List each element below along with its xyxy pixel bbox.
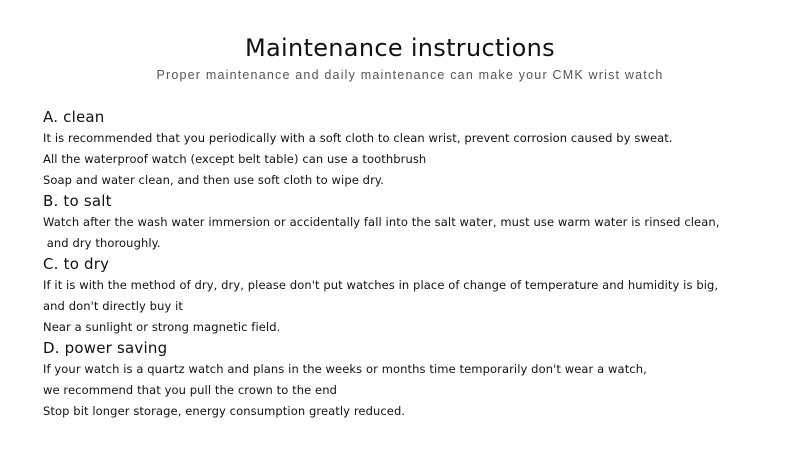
section-line: Watch after the wash water immersion or accidentally fall into the salt water, must use warm water is rinsed clean, bbox=[43, 215, 720, 229]
section-line: we recommend that you pull the crown to the end bbox=[43, 383, 338, 397]
section-line: Near a sunlight or strong magnetic field. bbox=[43, 320, 281, 334]
instructions-body bbox=[43, 107, 783, 422]
section-line: Soap and water clean, and then use soft cloth to wipe dry. bbox=[43, 173, 384, 187]
section-to-salt bbox=[43, 191, 783, 254]
section-power-saving bbox=[43, 338, 783, 422]
page-title: Maintenance instructions bbox=[245, 34, 555, 62]
section-line: It is recommended that you periodically with a soft cloth to clean wrist, prevent corrosion caused by sweat. bbox=[43, 131, 673, 145]
section-heading: D. power saving bbox=[43, 339, 168, 357]
section-to-dry bbox=[43, 254, 783, 338]
section-clean bbox=[43, 107, 783, 191]
section-line: If it is with the method of dry, dry, please don't put watches in place of change of temperature and humidity is big, bbox=[43, 278, 719, 292]
section-line: Stop bit longer storage, energy consumption greatly reduced. bbox=[43, 404, 406, 418]
section-line: and don't directly buy it bbox=[43, 299, 184, 313]
section-line: and dry thoroughly. bbox=[43, 236, 161, 250]
section-line: All the waterproof watch (except belt table) can use a toothbrush bbox=[43, 152, 427, 166]
section-heading: C. to dry bbox=[43, 255, 110, 273]
section-heading: B. to salt bbox=[43, 192, 112, 210]
section-heading: A. clean bbox=[43, 108, 105, 126]
page-subtitle: Proper maintenance and daily maintenance can make your CMK wrist watch bbox=[156, 68, 664, 82]
section-line: If your watch is a quartz watch and plans in the weeks or months time temporarily don't wear a watch, bbox=[43, 362, 647, 376]
